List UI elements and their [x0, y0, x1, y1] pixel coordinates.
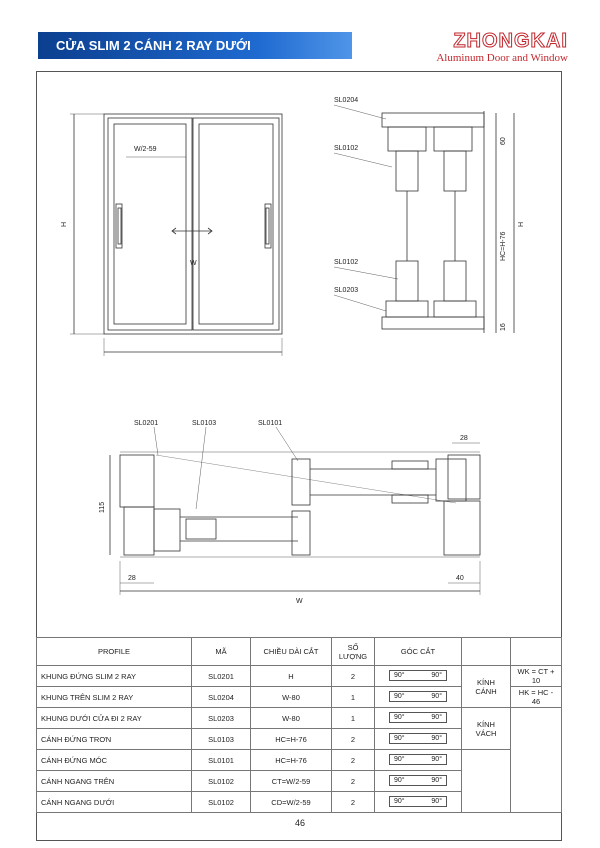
hsec-label-2: SL0103 [192, 420, 217, 427]
cell-profile: CÁNH ĐỨNG TRƠN [37, 729, 192, 750]
th-code: MÃ [192, 638, 251, 666]
cell-angle [375, 750, 462, 771]
th-angle: GÓC CẮT [375, 638, 462, 666]
page-title-banner [38, 32, 352, 59]
angle-right: 90° [431, 776, 442, 784]
elev-dim-h: H [61, 221, 68, 227]
technical-drawing [36, 71, 562, 637]
th-blank-1 [462, 638, 511, 666]
cell-qty: 1 [332, 708, 375, 729]
vertical-section [334, 105, 514, 333]
vsec-label-4: SL0203 [334, 287, 359, 294]
angle-right: 90° [431, 671, 442, 679]
table-row [37, 708, 562, 729]
cell-length: HC=H-76 [251, 750, 332, 771]
cell-qty: 2 [332, 771, 375, 792]
cell-angle [375, 708, 462, 729]
cell-angle [375, 792, 462, 813]
cell-code: SL0203 [192, 708, 251, 729]
cell-qty: 2 [332, 666, 375, 687]
cell-code: SL0201 [192, 666, 251, 687]
cell-profile: CÁNH ĐỨNG MÓC [37, 750, 192, 771]
angle-box [389, 691, 447, 702]
table-row [37, 750, 562, 771]
cell-qty: 2 [332, 729, 375, 750]
cell-profile: KHUNG ĐỨNG SLIM 2 RAY [37, 666, 192, 687]
cell-length: HC=H-76 [251, 729, 332, 750]
hsec-label-1: SL0201 [134, 420, 159, 427]
angle-left: 90° [394, 692, 405, 700]
cell-code: SL0101 [192, 750, 251, 771]
cell-wk: WK = CT + 10 [511, 666, 562, 687]
cell-angle [375, 771, 462, 792]
cell-profile: CÁNH NGANG TRÊN [37, 771, 192, 792]
angle-box [389, 796, 447, 807]
angle-box [389, 712, 447, 723]
horizontal-section [110, 427, 480, 595]
th-blank-2 [511, 638, 562, 666]
angle-box [389, 670, 447, 681]
angle-left: 90° [394, 734, 405, 742]
vsec-dim-bottom: 16 [500, 323, 507, 331]
cell-length: H [251, 666, 332, 687]
logo-brand: ZHONGKAI [453, 30, 568, 52]
cell-profile: KHUNG TRÊN SLIM 2 RAY [37, 687, 192, 708]
cell-blank [462, 750, 511, 813]
hsec-dim-w: W [296, 598, 303, 605]
angle-box [389, 754, 447, 765]
table-row [37, 666, 562, 687]
cell-kinh-canh: KÍNH CÁNH [462, 666, 511, 708]
angle-left: 90° [394, 713, 405, 721]
th-qty: SỐ LƯỢNG [332, 638, 375, 666]
hsec-label-3: SL0101 [258, 420, 283, 427]
cell-length: CT=W/2-59 [251, 771, 332, 792]
cell-kinh-vach: KÍNH VÁCH [462, 708, 511, 750]
angle-right: 90° [431, 734, 442, 742]
angle-left: 90° [394, 755, 405, 763]
cell-hk: HK = HC - 46 [511, 687, 562, 708]
cell-angle [375, 729, 462, 750]
vsec-label-1: SL0204 [334, 97, 359, 104]
page-number: 46 [294, 818, 305, 828]
cell-qty: 2 [332, 792, 375, 813]
angle-right: 90° [431, 755, 442, 763]
angle-right: 90° [431, 797, 442, 805]
cell-length: W-80 [251, 687, 332, 708]
hsec-dim-right-top: 28 [460, 435, 468, 442]
cell-qty: 1 [332, 687, 375, 708]
cell-qty: 2 [332, 750, 375, 771]
cell-length: W-80 [251, 708, 332, 729]
cell-code: SL0102 [192, 771, 251, 792]
hsec-dim-right-bottom: 40 [456, 575, 464, 582]
hsec-dim-depth: 115 [99, 501, 106, 513]
vsec-dim-h: H [518, 221, 525, 227]
angle-left: 90° [394, 671, 405, 679]
front-elevation [70, 114, 282, 356]
cell-length: CD=W/2-59 [251, 792, 332, 813]
cutting-spec-table [36, 637, 562, 813]
vsec-label-2: SL0102 [334, 145, 359, 152]
angle-right: 90° [431, 713, 442, 721]
logo-tagline: Aluminum Door and Window [436, 52, 568, 64]
angle-box [389, 775, 447, 786]
table-header-row [37, 638, 562, 666]
elev-dim-w: W [190, 260, 197, 267]
cell-code: SL0204 [192, 687, 251, 708]
elev-sash-width: W/2-59 [134, 146, 157, 153]
vsec-label-3: SL0102 [334, 259, 359, 266]
page-title: CỬA SLIM 2 CÁNH 2 RAY DƯỚI [56, 38, 251, 53]
vsec-dim-mid: HC=H-76 [500, 231, 507, 261]
vsec-dim-top: 60 [500, 137, 507, 145]
cell-angle [375, 687, 462, 708]
cell-code: SL0103 [192, 729, 251, 750]
angle-left: 90° [394, 776, 405, 784]
hsec-dim-left-bottom: 28 [128, 575, 136, 582]
th-length: CHIỀU DÀI CẮT [251, 638, 332, 666]
th-profile: PROFILE [37, 638, 192, 666]
cell-blank [511, 708, 562, 813]
cell-profile: CÁNH NGANG DƯỚI [37, 792, 192, 813]
cell-profile: KHUNG DƯỚI CỬA ĐI 2 RAY [37, 708, 192, 729]
cell-angle [375, 666, 462, 687]
cell-code: SL0102 [192, 792, 251, 813]
angle-box [389, 733, 447, 744]
angle-right: 90° [431, 692, 442, 700]
brand-logo [418, 30, 568, 65]
angle-left: 90° [394, 797, 405, 805]
